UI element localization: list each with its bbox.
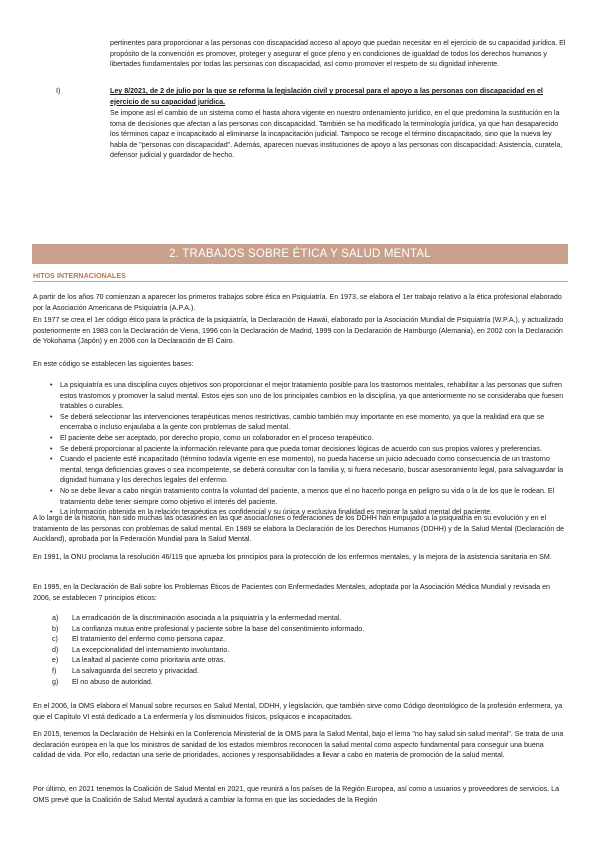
paragraph-codigo-etico: En 1977 se crea el 1er código ético para la práctica de la psiquiatría, la Declaración de Hawái, elaborado por la Asociación Mundial de Psiquiatría (W.P.A.), y actualizado posteriormente en 1983 con la Declaración de Viena, 1996 con la Declaración de Madrid, 1999 con la Declaración de Hamburgo (Alemania), en 2002 con la Declaración de Yokohama (Japón) y en 2006 con la Declaración de El Cairo. [33,316,564,346]
list-item: c) El tratamiento del enfermo como persona capaz. [52,635,225,644]
subheading-hitos: HITOS INTERNACIONALES [33,271,126,280]
top-paragraph-convention: pertinentes para proporcionar a las personas con discapacidad acceso al apoyo que puedan necesitar en el ejercicio de su capacidad jurídica. El propósito de la convención es promover, proteger y asegurar el goce pleno y en condiciones de igualdad de todos los derechos humanos y libertades fundamentales por todas las personas con discapacidad, así como promover el respeto de su dignidad inherente. [110,39,566,69]
paragraph-ddhh: A lo largo de la historia, han sido muchas las ocasiones en las que asociaciones o federaciones de los DDHH han empujado a la psiquiatría en su evolución y en el tratamiento de las personas con problemas de salud mental. En 1989 se elabora la Declaración de los Derechos Humanos (DDHH) y de la Salud Mental (Declaración de Auckland), aprobada por la Federación Mundial para la Salud Mental. [33,514,565,544]
ley-8-2021-heading: Ley 8/2021, de 2 de julio por la que se reforma la legislación civil y procesal para el apoyo a las personas con discapacidad en el ejercicio de su capacidad jurídica. [110,87,543,106]
paragraph-bases-intro: En este código se establecen las siguientes bases: [33,360,194,368]
paragraph-bali-1995: En 1995, en la Declaración de Bali sobre los Problemas Éticos de Pacientes con Enfermedades Mentales, adoptada por la Asociación Médica Mundial y revisada en 2006, se establecen 7 principios éticos: [33,583,550,602]
list-item: • Se deberá seleccionar las intervenciones terapéuticas menos restrictivas, cambio también muy importante en ese momento, ya que la realidad era que se encerraba o incluso enjaulaba a la gente con problemas de salud mental. [60,412,568,433]
paragraph-helsinki-2015: En 2015, tenemos la Declaración de Helsinki en la Conferencia Ministerial de la OMS para la Salud Mental, bajo el lema "no hay salud sin salud mental". Se trata de una declaración europea en la que los ministros de sanidad de los estados miembros reconocen la salud mental como aspecto fundamental para conseguir una buena calidad de vida. Por ello, redactan una serie de prioridades, acciones y responsabilidades a llevar a cabo en materia de promoción de la salud mental. [33,730,564,760]
list-item: d) La excepcionalidad del internamiento involuntario. [52,645,230,654]
list-item: • La información obtenida en la relación terapéutica es confidencial y su única y exclusiva finalidad es mejorar la salud mental del paciente. [60,507,568,518]
list-item: g) El no abuso de autoridad. [52,677,153,686]
list-item: b) La confianza mutua entre profesional y paciente sobre la base del consentimiento informado. [52,624,365,633]
paragraph-onu-1991: En 1991, la ONU proclama la resolución 46/119 que aprueba los principios para la protección de los enfermos mentales, y la mejora de la asistencia sanitaria en SM. [33,553,552,561]
list-item: f) La salvaguarda del secreto y privacidad. [52,666,199,675]
list-item: • La psiquiatría es una disciplina cuyos objetivos son proporcionar el mejor tratamiento posible para los trastornos mentales, rehabilitar a las personas que sufren estos trastornos y promover la salud mental. Estos ejes son uno de los principales cambios en la disciplina, ya que anteriormente no se consideraba que fuesen tratables o curables. [60,380,568,412]
section-title: 2. TRABAJOS SOBRE ÉTICA Y SALUD MENTAL [169,248,431,260]
paragraph-anos-70: A partir de los años 70 comienzan a aparecer los primeros trabajos sobre ética en Psiquiatría. En 1973, se elabora el 1er trabajo relativo a la ética profesional elaborado por la Asociación Americana de Psiquiatría (A.P.A.). [33,293,562,312]
list-item: • Se deberá proporcionar al paciente la información relevante para que pueda tomar decisiones lógicas de acuerdo con sus propios valores y preferencias. [60,444,568,455]
list-item: • No se debe llevar a cabo ningún tratamiento contra la voluntad del paciente, a menos que el no hacerlo ponga en peligro su vida o la de los que le rodean. El tratamiento debe tener siempre como objetivo el interés del paciente. [60,486,568,507]
subheading-divider [33,281,568,282]
list-marker-l: I) [56,87,61,95]
paragraph-coalicion-2021: Por último, en 2021 tenemos la Coalición de Salud Mental en 2021, que reunirá a los países de la Región Europea, así como a usuarios y proveedores de servicios. La OMS prevé que la Coalición de Salud Mental ayudará a cambiar la forma en que las sociedades de la Región [33,785,560,804]
list-item: • Cuando el paciente esté incapacitado (término todavía vigente en ese momento), no pueda hacerse un juicio adecuado como consecuencia de un trastorno mental, tenga deficiencias graves o sea incompetente, se deberá consultar con la familia y, si fuera necesario, buscar asesoramiento legal, para salvaguardar la dignidad humana y los derechos legales del enfermo. [60,454,568,486]
list-item: a) La erradicación de la discriminación asociada a la psiquiatría y la enfermedad mental. [52,614,342,622]
principios-list [52,613,364,687]
list-item: • El paciente debe ser aceptado, por derecho propio, como un colaborador en el proceso terapéutico. [60,433,568,444]
bases-list [60,380,568,518]
list-item: e) La lealtad al paciente como prioritaria ante otras. [52,656,226,665]
ley-description-paragraph: Se impone así el cambio de un sistema como el hasta ahora vigente en nuestro ordenamiento jurídico, en el que predomina la sustitución en la toma de decisiones que afectan a las personas con discapacidad. También se ha modificado la terminología jurídica, ya que han desaparecido los términos capaz e incapacitado al eliminarse la incapacitación judicial. Tampoco se recoge el término discapacitado, sino que la nueva ley habla de "personas con discapacidad". Además, aparecen nuevas instituciones de apoyo a las personas con discapacidad: Asistencia, curatela, defensor judicial y guardador de hecho. [110,109,563,160]
paragraph-oms-2006: En el 2006, la OMS elabora el Manual sobre recursos en Salud Mental, DDHH, y legislación, que también sirve como Código deontológico de la profesión enfermera, ya que el Capítulo VI está dedicado a La enfermería y los disminuidos físicos, psíquicos e incapacitados. [33,702,563,721]
section-header-bar [32,244,568,264]
